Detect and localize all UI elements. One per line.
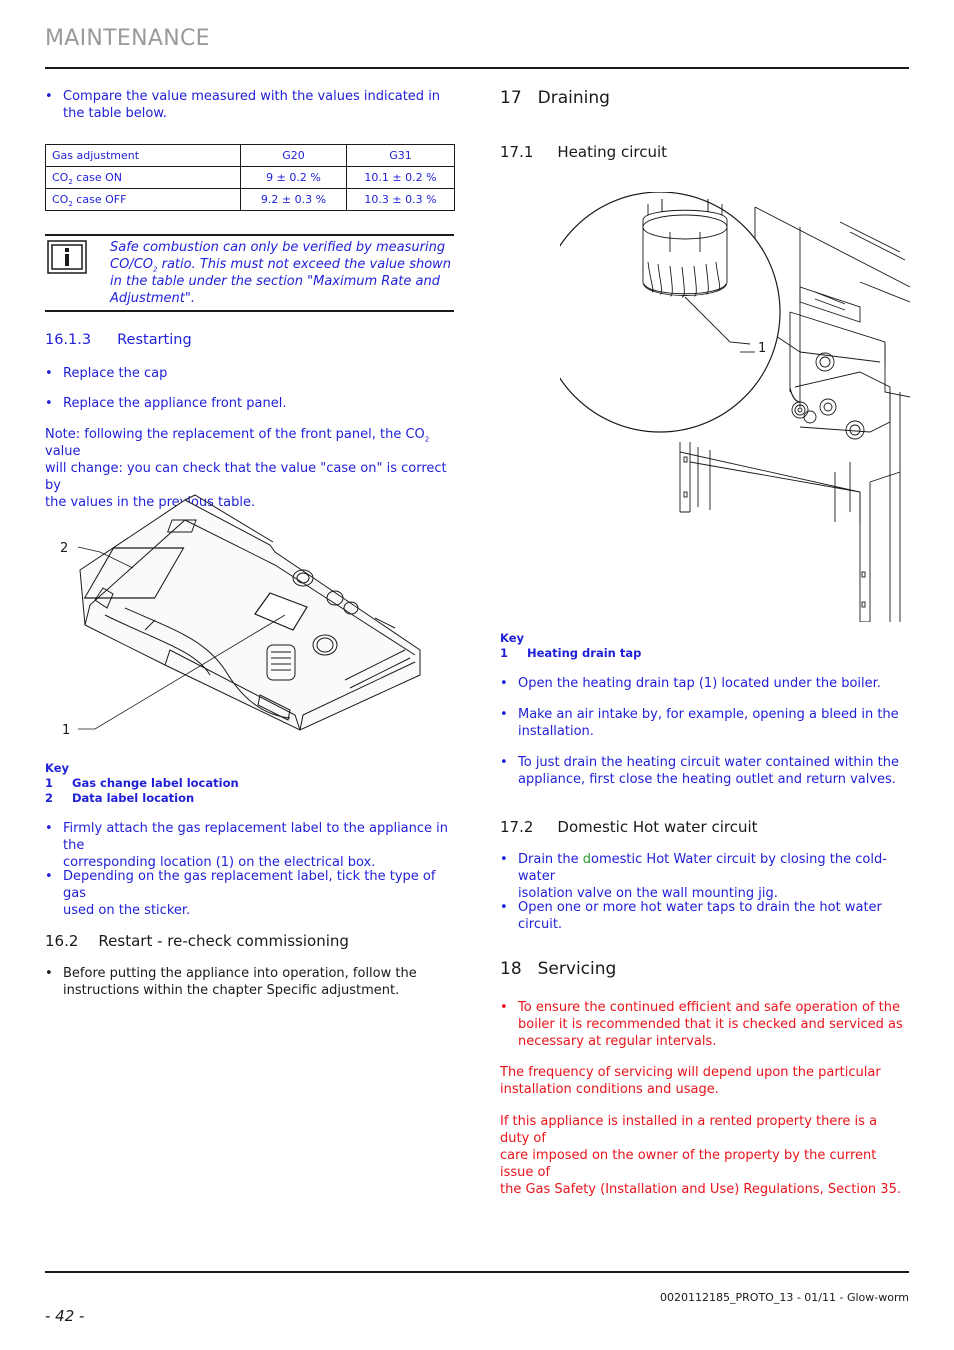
figure-callout-2: 2 xyxy=(60,541,69,556)
air-intake-bullet: • Make an air intake by, for example, opening a bleed in the installation. xyxy=(518,706,910,740)
servicing-frequency-paragraph: The frequency of servicing will depend upon the particular installation conditions and usage. xyxy=(500,1065,881,1097)
left-key-item: 2 Data label location xyxy=(45,791,195,805)
page-number: - 42 - xyxy=(45,1307,85,1325)
heading-16-2: 16.2 Restart - re-check commissioning xyxy=(45,932,349,950)
table-header-cell: G20 xyxy=(241,145,347,167)
drain-tap-bullet: • Open the heating drain tap (1) located under the boiler. xyxy=(518,675,910,692)
close-valves-bullet: • To just drain the heating circuit water contained within the appliance, first close the heating outlet and return valves. xyxy=(518,754,910,788)
heading-16-1-3: 16.1.3 Restarting xyxy=(45,332,192,348)
table-cell: $CO_2$ case OFF xyxy=(46,189,241,211)
tick-gas-bullet: • Depending on the gas replacement label, tick the type of gas used on the sticker. xyxy=(63,868,455,919)
restart-bullet-panel: • Replace the appliance front panel. xyxy=(63,395,286,412)
heading-18: 18 Servicing xyxy=(500,959,617,979)
footer-rule xyxy=(45,1271,909,1273)
commissioning-bullet: • Before putting the appliance into operation, follow the instructions within the chapter Specific adjustment. xyxy=(63,965,455,999)
table-cell: 9.2 ± 0.3 % xyxy=(241,189,347,211)
boiler-callout-1: 1 xyxy=(758,341,767,356)
table-cell: $CO_2$ case ON xyxy=(46,167,241,189)
heading-17-2: 17.2 Domestic Hot water circuit xyxy=(500,818,758,836)
left-key-item: 1 Gas change label location xyxy=(45,776,239,790)
servicing-bullet: • To ensure the continued efficient and safe operation of the boiler it is recommended that it is checked and serviced as necessary at regular intervals. xyxy=(518,999,910,1050)
heading-17: 17 Draining xyxy=(500,88,610,108)
restart-bullet-cap: • Replace the cap xyxy=(63,365,167,382)
label-attach-bullet: • Firmly attach the gas replacement label to the appliance in the corresponding location (1) on the electrical box. xyxy=(63,820,455,871)
hot-taps-bullet: • Open one or more hot water taps to drain the hot water circuit. xyxy=(518,899,910,933)
figure-callout-1: 1 xyxy=(62,723,71,738)
left-key-title: Key xyxy=(45,761,70,775)
rented-property-paragraph: If this appliance is installed in a rented property there is a duty of care imposed on the owner of the property by the current issue of the Gas Safety (Installation and Use) Regulations, Section 35. xyxy=(500,1114,901,1197)
heading-17-1: 17.1 Heating circuit xyxy=(500,143,668,161)
footer-doc-ref: 0020112185_PROTO_13 - 01/11 - Glow-worm xyxy=(660,1291,909,1304)
callout-leader-lines xyxy=(0,0,460,760)
dhw-drain-bullet: • Drain the domestic Hot Water circuit by closing the cold-water isolation valve on the wall mounting jig. xyxy=(518,851,910,902)
page-header-title: MAINTENANCE xyxy=(45,26,210,51)
table-header-cell: G31 xyxy=(347,145,455,167)
table-cell: 9 ± 0.2 % xyxy=(241,167,347,189)
table-cell: 10.3 ± 0.3 % xyxy=(347,189,455,211)
table-header-cell: Gas adjustment xyxy=(46,145,241,167)
restart-note: Note: following the replacement of the front panel, the $CO_2$ value will change: you can check that the value "case on" is correct by the values in the previous table. xyxy=(45,427,447,510)
right-key-item: 1 Heating drain tap xyxy=(500,646,642,660)
info-note-text: Safe combustion can only be verified by measuring $CO/CO_2$ ratio. This must not exceed the value shown in the table under the section "Maximum Rate and Adjustment". xyxy=(110,240,452,306)
compare-bullet: • Compare the value measured with the values indicated in the table below. xyxy=(63,88,453,122)
table-cell: 10.1 ± 0.2 % xyxy=(347,167,455,189)
heating-drain-illustration xyxy=(560,192,910,622)
right-key-title: Key xyxy=(500,631,525,645)
